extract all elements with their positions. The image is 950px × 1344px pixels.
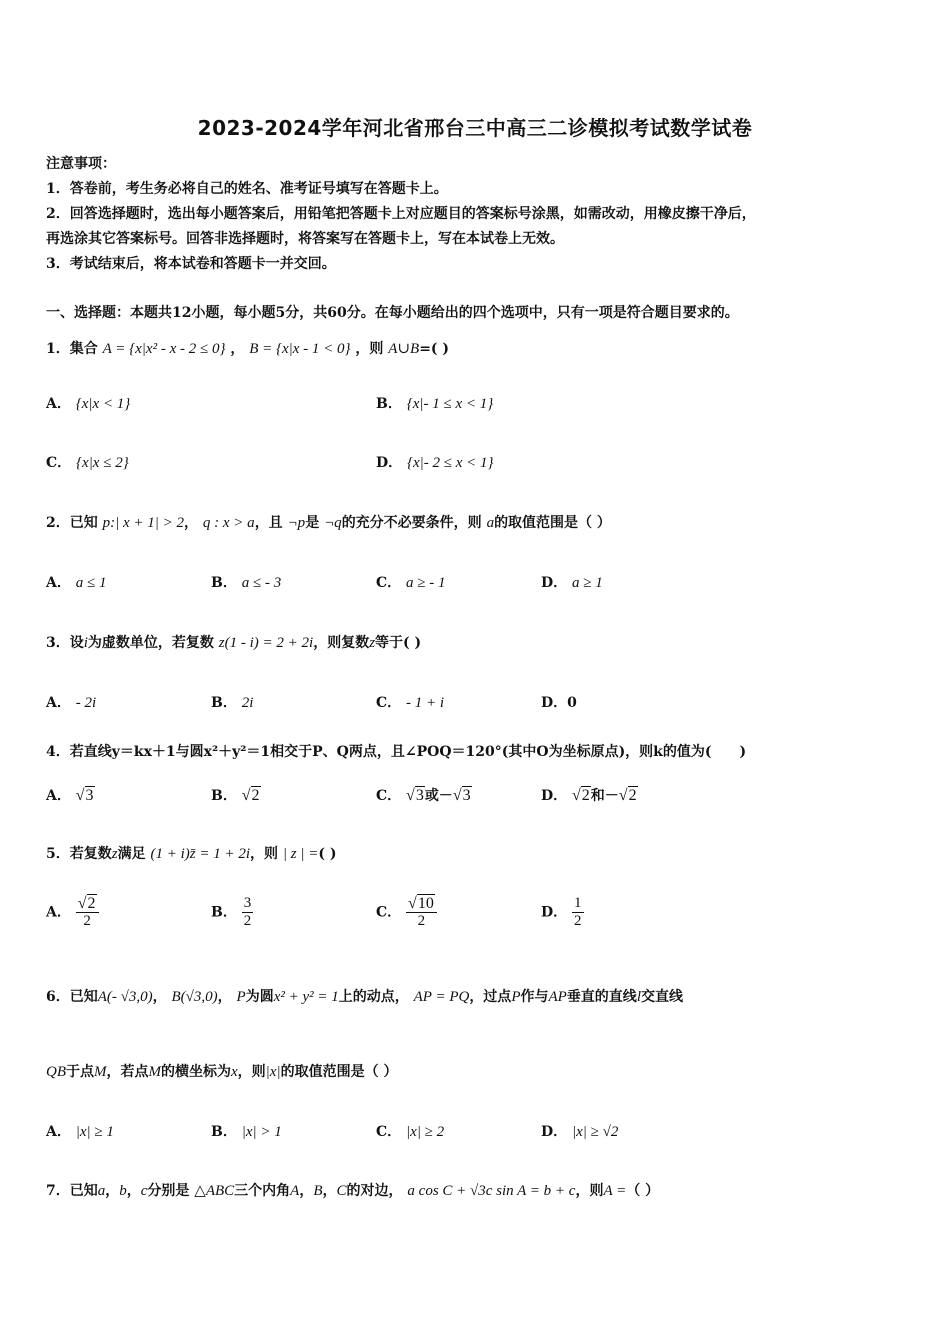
q3-b-label: B． bbox=[211, 695, 237, 711]
q4-d-sqrt: √2 bbox=[572, 787, 590, 804]
q7-t3: 三个内角 bbox=[234, 1183, 291, 1199]
q5-abs: | z | = bbox=[282, 846, 319, 862]
q1-tail: ，则 bbox=[355, 341, 384, 357]
q6-option-c[interactable] bbox=[376, 1121, 444, 1141]
question-4: 4．若直线y＝kx＋1与圆x²＋y²＝1相交于P、Q两点，且∠POQ＝120°(其中O为坐标原点)，则k的值为( ) bbox=[46, 744, 747, 760]
q6-t6: 垂直的直线 bbox=[566, 989, 637, 1005]
q6-p: P bbox=[236, 989, 246, 1005]
q5-t4: ( ) bbox=[318, 846, 337, 862]
q5-b-label: B． bbox=[211, 904, 237, 921]
q2-not-p: ¬p bbox=[287, 515, 306, 531]
q4-d-radicand2: 2 bbox=[628, 787, 637, 804]
q6-circle: x² + y² = 1 bbox=[273, 989, 339, 1005]
q4-d-and: 和－ bbox=[590, 788, 619, 804]
q7-b: b bbox=[119, 1183, 127, 1199]
q4-b-radicand: 2 bbox=[251, 787, 260, 804]
q5-t1: 5．若复数 bbox=[46, 846, 112, 862]
q7-t2: 分别是 bbox=[147, 1183, 190, 1199]
q4-a-sqrt: √3 bbox=[75, 787, 94, 804]
q7-a: a bbox=[97, 1183, 106, 1199]
q7-t1: 7．已知 bbox=[46, 1183, 98, 1199]
q5-c-den: 2 bbox=[417, 913, 426, 929]
q3-z: z bbox=[369, 635, 376, 651]
q5-d-label: D． bbox=[541, 904, 568, 921]
q2-d-label: D． bbox=[541, 575, 568, 591]
q3-a-label: A． bbox=[46, 695, 71, 711]
q3-t1: 3．设 bbox=[46, 635, 84, 651]
q4-a-label: A． bbox=[46, 788, 71, 804]
q6-option-b[interactable] bbox=[211, 1121, 282, 1141]
q1-c-value: {x|x ≤ 2} bbox=[76, 455, 129, 471]
q4-c-or: 或－ bbox=[424, 788, 453, 804]
q2-option-b[interactable] bbox=[211, 572, 281, 592]
q1-a-label: A． bbox=[46, 396, 71, 412]
q7-t4: 的对边， bbox=[346, 1183, 403, 1199]
q5-equation: (1 + i)z̄ = 1 + 2i bbox=[150, 846, 250, 862]
q3-t4: 等于( ) bbox=[375, 635, 422, 651]
q5-a-label: A． bbox=[46, 904, 71, 921]
q6-l: l bbox=[636, 989, 641, 1005]
question-3 bbox=[46, 632, 421, 652]
page-title: 2023-2024学年河北省邢台三中高三二诊模拟考试数学试卷 bbox=[197, 116, 753, 140]
q1-label: 1．集合 bbox=[46, 341, 98, 357]
q5-option-b[interactable] bbox=[211, 895, 253, 930]
q6-abs-x: |x| bbox=[265, 1064, 281, 1080]
q2-sep: ， bbox=[184, 515, 199, 531]
q6-equation: AP = PQ bbox=[413, 989, 470, 1005]
q1-option-b[interactable] bbox=[376, 393, 493, 413]
q4-option-c[interactable] bbox=[376, 785, 472, 805]
q7-c: c bbox=[140, 1183, 148, 1199]
q4-c-radicand: 3 bbox=[415, 787, 424, 804]
q2-a: a bbox=[486, 515, 495, 531]
q3-option-d[interactable]: D．0 bbox=[541, 695, 577, 711]
q6-ap: AP bbox=[548, 989, 567, 1005]
q4-option-b[interactable] bbox=[211, 785, 261, 805]
q7-angle-c: C bbox=[336, 1183, 347, 1199]
q1-option-a[interactable] bbox=[46, 393, 130, 413]
q2-t1: ，且 bbox=[254, 515, 283, 531]
q6-t1: 6．已知 bbox=[46, 989, 98, 1005]
q2-not-q: ¬q bbox=[324, 515, 342, 531]
q5-a-den: 2 bbox=[83, 913, 91, 929]
q7-triangle: △ABC bbox=[194, 1183, 235, 1199]
q6-t9: ，若点 bbox=[106, 1064, 149, 1080]
q7-sep1: ， bbox=[105, 1183, 120, 1199]
q2-b-label: B． bbox=[211, 575, 237, 591]
q5-a-fraction bbox=[76, 895, 99, 930]
q1-d-label: D． bbox=[376, 455, 403, 471]
question-5 bbox=[46, 843, 336, 863]
q1-b-value: {x|- 1 ≤ x < 1} bbox=[406, 396, 494, 412]
q2-t2: 是 bbox=[305, 515, 320, 531]
q2-d-value: a ≥ 1 bbox=[572, 575, 603, 591]
q2-a-value: a ≤ 1 bbox=[75, 575, 107, 591]
q6-c-value: |x| ≥ 2 bbox=[406, 1124, 445, 1140]
q4-option-d[interactable] bbox=[541, 785, 638, 805]
q2-t3: 的充分不必要条件，则 bbox=[341, 515, 482, 531]
q7-angle-a: A bbox=[290, 1183, 300, 1199]
q2-t4: 的取值范围是（ ） bbox=[494, 515, 611, 531]
q4-c-sqrt2: √3 bbox=[452, 787, 471, 804]
q7-sep4: ， bbox=[322, 1183, 337, 1199]
q5-a-num: √2 bbox=[76, 895, 99, 913]
q6-d-value: |x| ≥ √2 bbox=[572, 1124, 619, 1140]
q3-a-value: - 2i bbox=[75, 695, 97, 711]
q7-equation: a cos C + √3c sin A = b + c bbox=[407, 1183, 576, 1199]
q1-set-a: A = {x|x² - x - 2 ≤ 0} bbox=[102, 341, 226, 357]
q2-option-d[interactable] bbox=[541, 572, 603, 592]
q6-a-label: A． bbox=[46, 1124, 71, 1140]
q6-x: x bbox=[231, 1064, 238, 1080]
q1-b-label: B． bbox=[376, 396, 402, 412]
q4-d-radicand: 2 bbox=[581, 787, 590, 804]
q4-b-sqrt: √2 bbox=[241, 787, 260, 804]
q1-option-d[interactable] bbox=[376, 452, 494, 472]
q1-set-b: B = {x|x - 1 < 0} bbox=[249, 341, 351, 357]
q5-b-fraction bbox=[242, 895, 254, 930]
q6-m2: M bbox=[148, 1064, 161, 1080]
q2-label: 2．已知 bbox=[46, 515, 98, 531]
q3-option-c[interactable] bbox=[376, 692, 444, 712]
q2-b-value: a ≤ - 3 bbox=[241, 575, 282, 591]
notes-heading: 注意事项： bbox=[46, 156, 116, 172]
q6-sep2: ， bbox=[217, 989, 232, 1005]
q2-a-label: A． bbox=[46, 575, 71, 591]
q5-t3: ，则 bbox=[250, 846, 278, 862]
q4-a-radicand: 3 bbox=[85, 787, 94, 804]
q4-d-sqrt2: √2 bbox=[618, 787, 637, 804]
q5-t2: 满足 bbox=[117, 846, 146, 862]
q3-equation: z(1 - i) = 2 + 2i bbox=[218, 635, 314, 651]
q7-t5: ，则 bbox=[575, 1183, 604, 1199]
q4-option-a[interactable] bbox=[46, 785, 95, 805]
q6-t8: 于点 bbox=[66, 1064, 94, 1080]
q7-t6: （ ） bbox=[626, 1183, 660, 1199]
q5-b-num: 3 bbox=[243, 895, 252, 911]
q6-t7: 交直线 bbox=[640, 989, 683, 1005]
q6-t12: 的取值范围是（ ） bbox=[280, 1064, 398, 1080]
q4-b-label: B． bbox=[211, 788, 237, 804]
question-6-line-2 bbox=[46, 1061, 397, 1081]
note-item-2b: 再选涂其它答案标号。回答非选择题时，将答案写在答题卡上，写在本试卷上无效。 bbox=[46, 231, 564, 247]
q5-c-fraction bbox=[406, 895, 437, 930]
q6-sep: ， bbox=[152, 989, 167, 1005]
q3-c-label: C． bbox=[376, 695, 402, 711]
q2-q: q : x > a bbox=[202, 515, 255, 531]
q5-c-label: C． bbox=[376, 904, 402, 921]
q6-d-label: D． bbox=[541, 1124, 568, 1140]
q6-m: M bbox=[94, 1064, 107, 1080]
q6-t10: 的横坐标为 bbox=[161, 1064, 231, 1080]
q3-c-value: - 1 + i bbox=[406, 695, 445, 711]
q1-sep: ， bbox=[230, 341, 245, 357]
q5-a-num-radicand: 2 bbox=[87, 895, 96, 912]
q6-b-value: |x| > 1 bbox=[241, 1124, 282, 1140]
note-item-1: 1．答卷前，考生务必将自己的姓名、准考证号填写在答题卡上。 bbox=[46, 181, 448, 197]
q7-sep3: ， bbox=[299, 1183, 314, 1199]
q5-z: z bbox=[111, 846, 118, 862]
q6-t2: 为圆 bbox=[245, 989, 274, 1005]
note-item-3: 3．考试结束后，将本试卷和答题卡一并交回。 bbox=[46, 256, 336, 272]
q6-a-value: |x| ≥ 1 bbox=[75, 1124, 114, 1140]
q1-option-c[interactable] bbox=[46, 452, 129, 472]
q5-option-d[interactable] bbox=[541, 895, 584, 930]
question-6-line-1 bbox=[46, 986, 683, 1006]
q4-c-label: C． bbox=[376, 788, 402, 804]
q1-c-label: C． bbox=[46, 455, 72, 471]
q5-option-c[interactable] bbox=[376, 895, 437, 930]
q1-expr: A∪B bbox=[388, 341, 420, 357]
q4-c-sqrt: √3 bbox=[406, 787, 424, 804]
q3-t3: ，则复数 bbox=[313, 635, 370, 651]
q6-t11: ，则 bbox=[237, 1064, 266, 1080]
q6-point-b: B(√3,0) bbox=[171, 989, 218, 1005]
q3-option-a[interactable] bbox=[46, 692, 96, 712]
q7-sep2: ， bbox=[126, 1183, 141, 1199]
q5-c-num-radicand: 10 bbox=[417, 895, 434, 912]
section-heading: 一、选择题：本题共12小题，每小题5分，共60分。在每小题给出的四个选项中，只有一项是符合题目要求的。 bbox=[46, 305, 739, 321]
question-1 bbox=[46, 338, 449, 358]
q5-d-den: 2 bbox=[574, 913, 582, 929]
q5-c-num: √10 bbox=[406, 895, 437, 913]
q1-a-value: {x|x < 1} bbox=[75, 396, 131, 412]
q3-i: i bbox=[83, 635, 88, 651]
q4-c-radicand2: 3 bbox=[462, 787, 471, 804]
q3-option-b[interactable] bbox=[211, 692, 253, 712]
q2-option-c[interactable] bbox=[376, 572, 446, 592]
q6-option-d[interactable] bbox=[541, 1121, 618, 1141]
q6-t4: ，过点 bbox=[469, 989, 512, 1005]
note-item-2a: 2．回答选择题时，选出每小题答案后，用铅笔把答题卡上对应题目的答案标号涂黑，如需改动，用橡皮擦干净后， bbox=[46, 206, 756, 222]
q4-d-label: D． bbox=[541, 788, 568, 804]
q5-d-num: 1 bbox=[574, 895, 582, 911]
q6-t5: 作与 bbox=[520, 989, 549, 1005]
q5-d-fraction bbox=[572, 895, 584, 930]
q5-b-den: 2 bbox=[243, 913, 252, 929]
q6-b-label: B． bbox=[211, 1124, 237, 1140]
q6-qb: QB bbox=[46, 1064, 66, 1080]
q2-p: p:| x + 1| > 2 bbox=[102, 515, 185, 531]
q6-p2: P bbox=[511, 989, 521, 1005]
q6-option-a[interactable] bbox=[46, 1121, 114, 1141]
q3-t2: 为虚数单位，若复数 bbox=[87, 635, 214, 651]
q7-angle-b: B bbox=[313, 1183, 323, 1199]
question-2 bbox=[46, 512, 611, 532]
q7-answer: A = bbox=[603, 1183, 627, 1199]
q5-option-a[interactable] bbox=[46, 895, 99, 930]
q3-b-value: 2i bbox=[241, 695, 254, 711]
question-7 bbox=[46, 1180, 659, 1200]
q2-c-value: a ≥ - 1 bbox=[406, 575, 446, 591]
q6-c-label: C． bbox=[376, 1124, 402, 1140]
q1-d-value: {x|- 2 ≤ x < 1} bbox=[407, 455, 494, 471]
q1-end: =( ) bbox=[419, 341, 450, 357]
q2-option-a[interactable] bbox=[46, 572, 106, 592]
q6-t3: 上的动点， bbox=[338, 989, 409, 1005]
q2-c-label: C． bbox=[376, 575, 402, 591]
q6-point-a: A(- √3,0) bbox=[97, 989, 153, 1005]
